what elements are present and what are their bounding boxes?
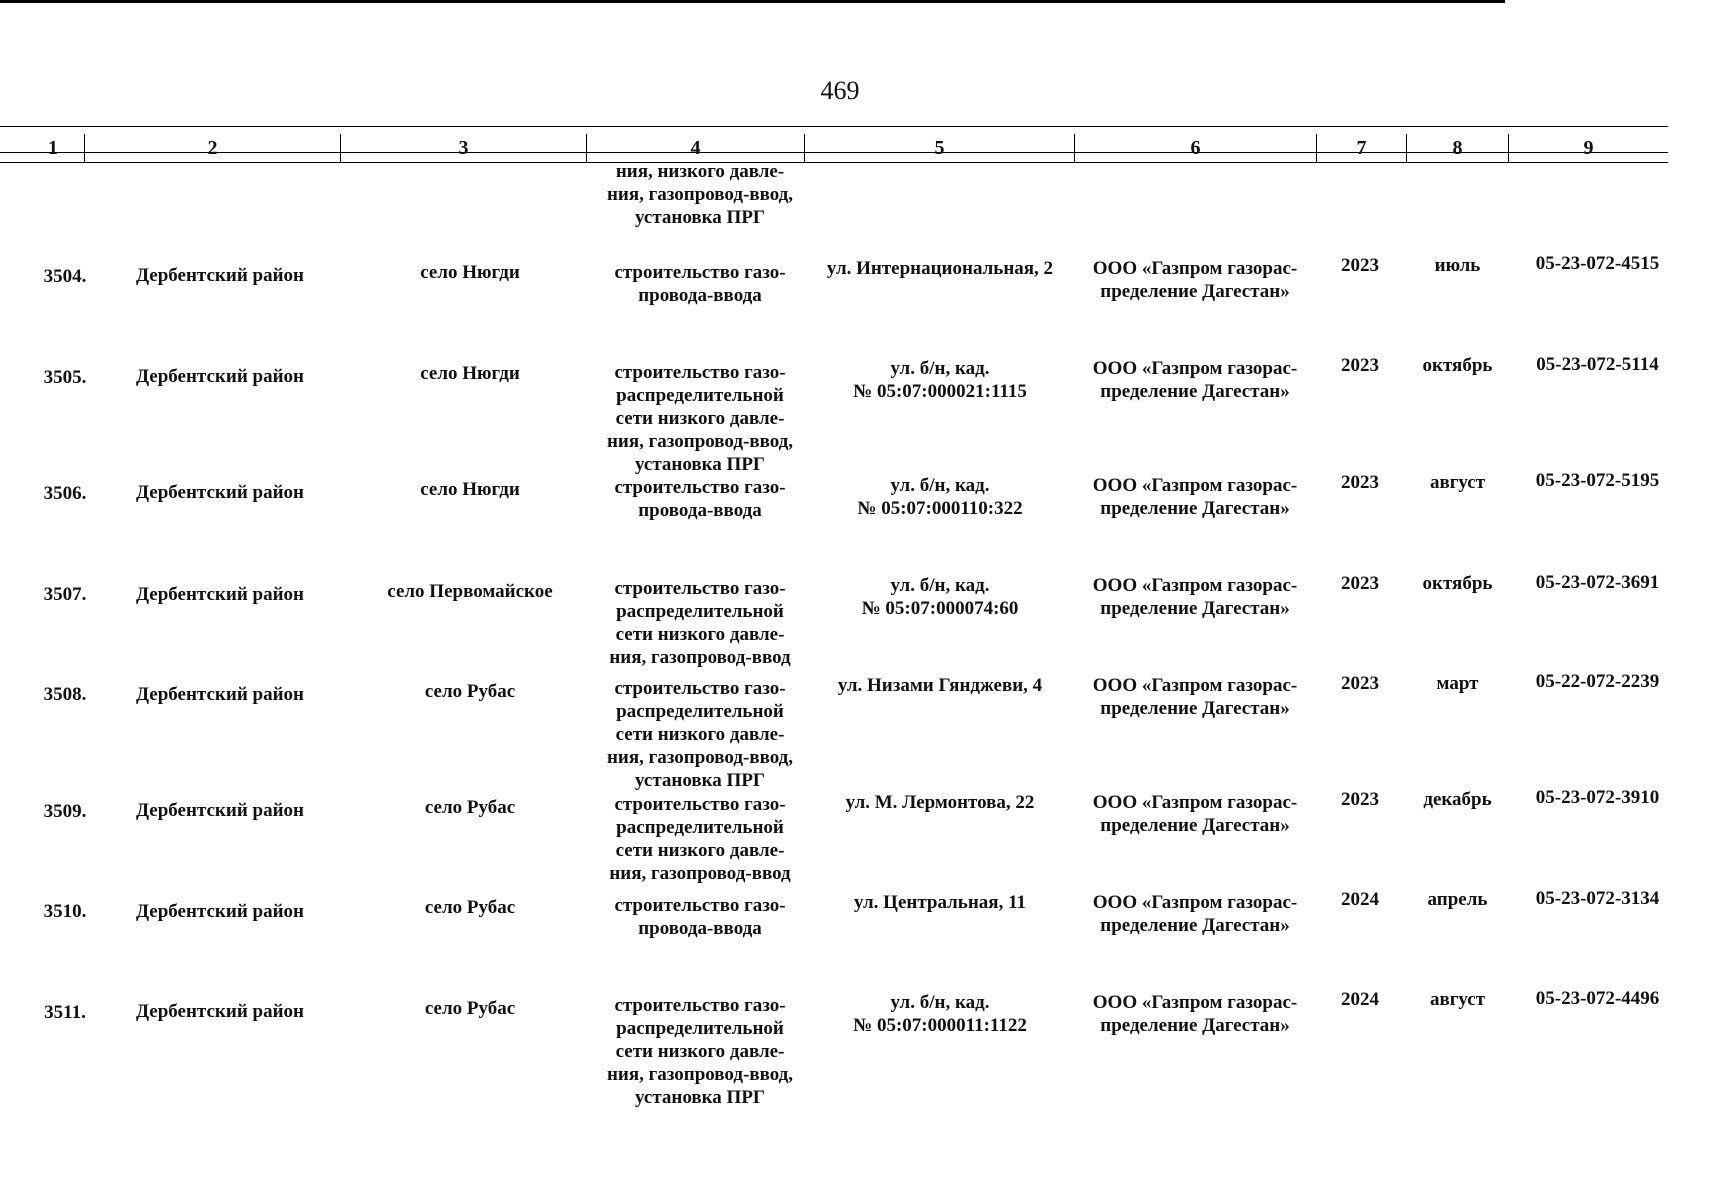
- row-number: 3504.: [43, 266, 87, 287]
- district: Дербентский район: [136, 800, 304, 821]
- settlement: село Рубас: [424, 998, 516, 1019]
- organization: ООО «Газпром газорас- пределение Дагестан»: [1092, 792, 1298, 836]
- organization: ООО «Газпром газорас- пределение Дагестан»: [1092, 575, 1298, 619]
- registry-code: 05-23-072-5114: [1536, 354, 1659, 375]
- year: 2024: [1341, 889, 1379, 910]
- settlement: село Рубас: [424, 797, 516, 818]
- address: ул. б/н, кад. № 05:07:000110:322: [857, 475, 1023, 519]
- registry-code: 05-23-072-3134: [1535, 888, 1660, 909]
- address: ул. М. Лермонтова, 22: [845, 792, 1035, 813]
- district: Дербентский район: [136, 901, 304, 922]
- address: ул. б/н, кад. № 05:07:000074:60: [861, 575, 1019, 619]
- year: 2023: [1341, 573, 1379, 594]
- column-header: 8: [1406, 134, 1508, 163]
- month: апрель: [1427, 889, 1488, 910]
- work-type: строительство газо- провода-ввода: [614, 262, 786, 306]
- district: Дербентский район: [136, 1001, 304, 1022]
- work-type: строительство газо- распределительной сети низкого давле- ния, газопровод-ввод: [609, 578, 791, 668]
- column-header: 6: [1074, 134, 1316, 163]
- row-number: 3505.: [43, 367, 87, 388]
- work-type: строительство газо- распределительной сети низкого давле- ния, газопровод-ввод: [609, 794, 791, 884]
- organization: ООО «Газпром газорас- пределение Дагестан»: [1092, 475, 1298, 519]
- address: ул. Низами Гянджеви, 4: [837, 675, 1043, 696]
- month: август: [1429, 989, 1486, 1010]
- work-type: строительство газо- провода-ввода: [614, 477, 786, 521]
- organization: ООО «Газпром газорас- пределение Дагестан»: [1092, 892, 1298, 936]
- month: март: [1436, 673, 1479, 694]
- column-header: 1: [48, 137, 58, 159]
- registry-code: 05-23-072-4515: [1535, 253, 1660, 274]
- registry-code: 05-22-072-2239: [1535, 671, 1660, 692]
- settlement: село Нюгди: [420, 363, 520, 384]
- column-header: 5: [804, 134, 1074, 163]
- row-number: 3508.: [43, 684, 87, 705]
- district: Дербентский район: [136, 366, 304, 387]
- month: август: [1429, 472, 1486, 493]
- registry-code: 05-23-072-3691: [1535, 572, 1660, 593]
- row-number: 3507.: [43, 584, 87, 605]
- address: ул. Интернациональная, 2: [826, 258, 1054, 279]
- year: 2023: [1341, 255, 1379, 276]
- organization: ООО «Газпром газорас- пределение Дагестан»: [1092, 675, 1298, 719]
- year: 2023: [1341, 355, 1379, 376]
- row-number: 3511.: [44, 1002, 86, 1023]
- registry-code: 05-23-072-4496: [1535, 988, 1660, 1009]
- district: Дербентский район: [136, 482, 304, 503]
- district: Дербентский район: [136, 584, 304, 605]
- settlement: село Нюгди: [420, 479, 520, 500]
- address: ул. Центральная, 11: [853, 892, 1027, 913]
- column-header: 4: [586, 134, 804, 163]
- district: Дербентский район: [136, 684, 304, 705]
- work-type: строительство газо- распределительной сети низкого давле- ния, газопровод-ввод, установка ПРГ: [606, 995, 794, 1108]
- row-number: 3506.: [43, 483, 87, 504]
- work-type: строительство газо- распределительной сети низкого давле- ния, газопровод-ввод, установка ПРГ: [606, 362, 794, 475]
- year: 2023: [1341, 673, 1379, 694]
- year: 2024: [1341, 989, 1379, 1010]
- header-top-rule: [0, 126, 1668, 127]
- year: 2023: [1341, 789, 1379, 810]
- month: октябрь: [1422, 573, 1493, 594]
- settlement: село Рубас: [424, 681, 516, 702]
- column-header: 7: [1316, 134, 1406, 163]
- work-type: строительство газо- провода-ввода: [614, 895, 786, 939]
- row-number: 3509.: [43, 801, 87, 822]
- settlement: село Нюгди: [420, 262, 520, 283]
- registry-code: 05-23-072-5195: [1535, 470, 1660, 491]
- organization: ООО «Газпром газорас- пределение Дагестан»: [1092, 358, 1298, 402]
- page-number: 469: [820, 76, 860, 105]
- registry-code: 05-23-072-3910: [1535, 787, 1660, 808]
- month: июль: [1434, 255, 1481, 276]
- year: 2023: [1341, 472, 1379, 493]
- column-header: 2: [84, 134, 340, 163]
- address: ул. б/н, кад. № 05:07:000011:1122: [853, 992, 1027, 1036]
- work-type: строительство газо- распределительной сети низкого давле- ния, газопровод-ввод, установка ПРГ: [606, 678, 794, 791]
- address: ул. б/н, кад. № 05:07:000021:1115: [853, 358, 1027, 402]
- month: декабрь: [1423, 789, 1492, 810]
- scan-top-edge: [0, 0, 1505, 3]
- organization: ООО «Газпром газорас- пределение Дагестан»: [1092, 992, 1298, 1036]
- settlement: село Рубас: [424, 897, 516, 918]
- column-header: 3: [340, 134, 586, 163]
- column-header: 9: [1508, 134, 1668, 163]
- row-number: 3510.: [43, 901, 87, 922]
- continued-work-text: ния, низкого давле- ния, газопровод-ввод, установка ПРГ: [606, 161, 794, 228]
- settlement: село Первомайское: [387, 581, 553, 602]
- district: Дербентский район: [136, 265, 304, 286]
- organization: ООО «Газпром газорас- пределение Дагестан»: [1092, 258, 1298, 302]
- month: октябрь: [1422, 355, 1493, 376]
